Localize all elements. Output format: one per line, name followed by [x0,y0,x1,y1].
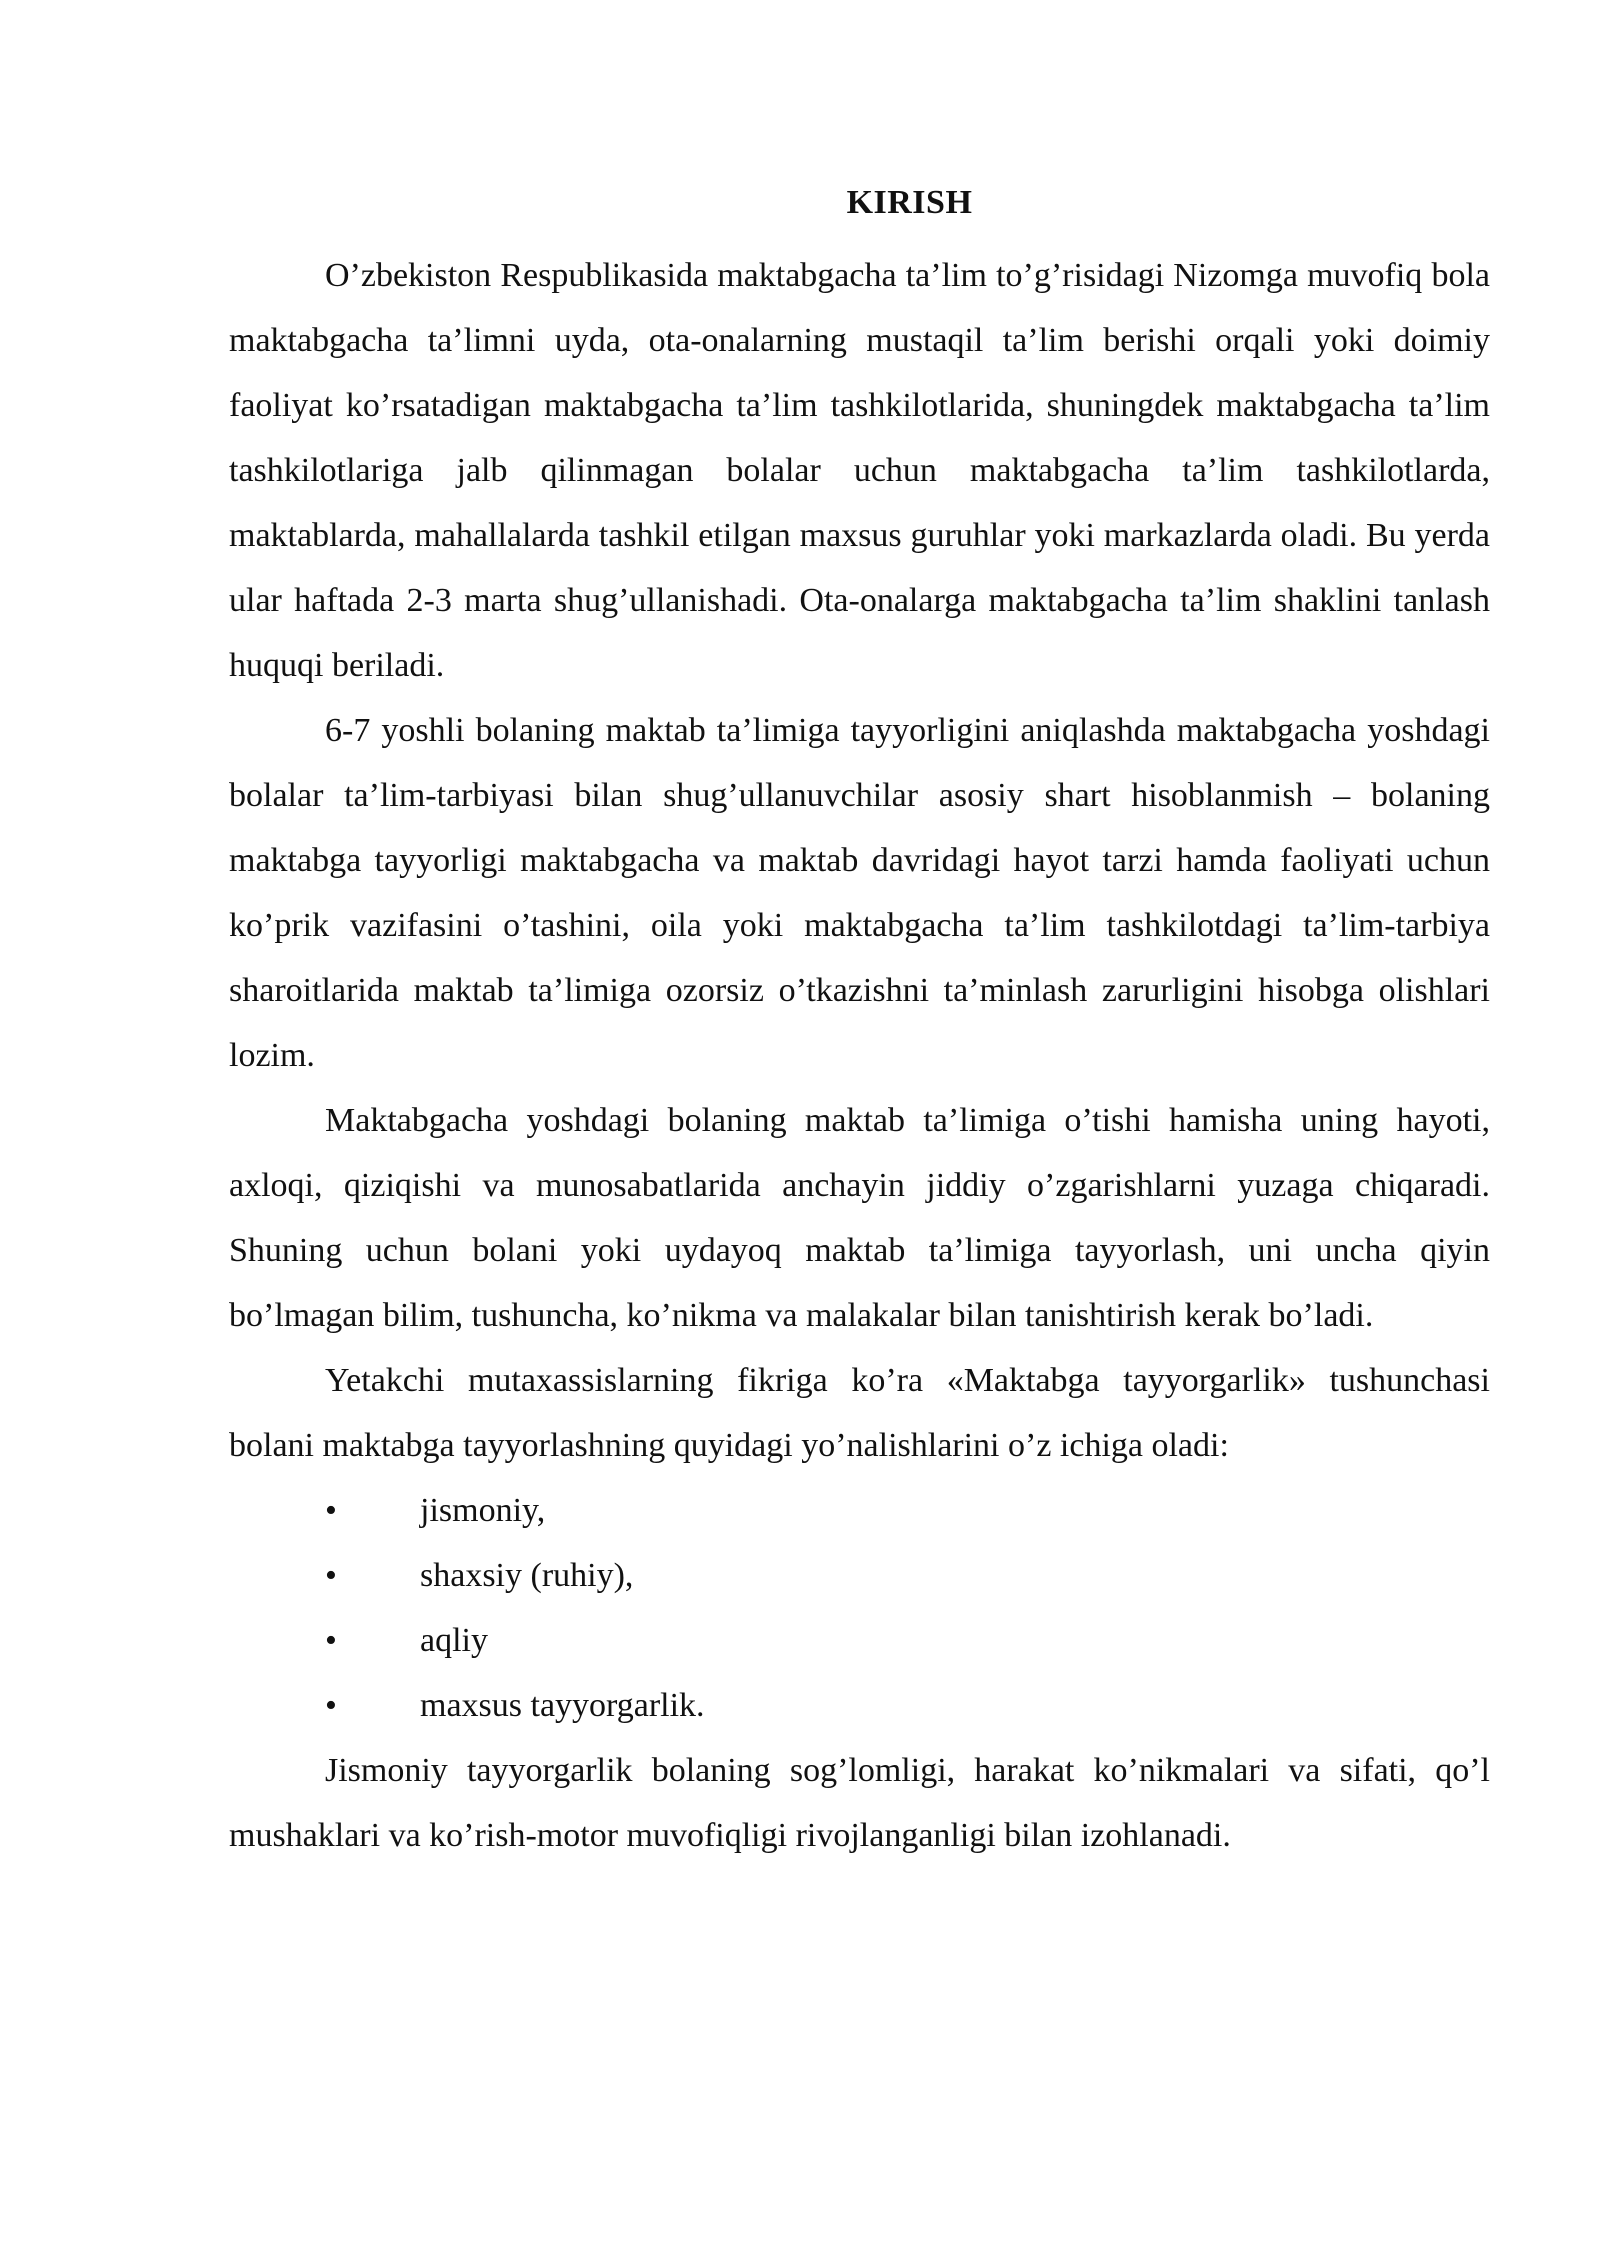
page-title: KIRISH [846,184,973,221]
list-item [229,1608,1490,1673]
paragraph-1: O’zbekiston Respublikasida maktabgacha ta’lim to’g’risidagi Nizomga muvofiq bola maktabgacha ta’limni uyda, ota-onalarning mustaqil ta’lim berishi orqali yoki doimiy faoliyat ko’rsatadigan maktabgacha ta’lim tashkilotlarida, shuningdek maktabgacha ta’lim tashkilotlariga jalb qilinmagan bolalar uchun maktabgacha ta’lim tashkilotlarda, maktablarda, mahallalarda tashkil etilgan maxsus guruhlar yoki markazlarda oladi. Bu yerda ular haftada 2-3 marta shug’ullanishadi. Ota-onalarga maktabgacha ta’lim shaklini tanlash huquqi beriladi. [229,257,1490,684]
paragraph-4: Yetakchi mutaxassislarning fikriga ko’ra «Maktabga tayyorgarlik» tushunchasi bolani maktabga tayyorlashning quyidagi yo’nalishlarini o’z ichiga oladi: [229,1362,1490,1464]
list-item-text: jismoniy, [420,1492,546,1529]
list-item-text: aqliy [420,1622,488,1659]
document-page [229,178,1490,1868]
list-item [229,1673,1490,1738]
bullet-icon: • [325,1622,337,1659]
list-item [229,1478,1490,1543]
list-item-text: maxsus tayyorgarlik. [420,1687,705,1724]
list-item-text: shaxsiy (ruhiy), [420,1557,634,1594]
list-item [229,1543,1490,1608]
bullet-icon: • [325,1687,337,1724]
paragraph-5: Jismoniy tayyorgarlik bolaning sog’lomligi, harakat ko’nikmalari va sifati, qo’l mushaklari va ko’rish-motor muvofiqligi rivojlanganligi bilan izohlanadi. [229,1752,1490,1854]
bullet-list [229,1478,1490,1738]
paragraph-3: Maktabgacha yoshdagi bolaning maktab ta’limiga o’tishi hamisha uning hayoti, axloqi, qiziqishi va munosabatlarida anchayin jiddiy o’zgarishlarni yuzaga chiqaradi. Shuning uchun bolani yoki uydayoq maktab ta’limiga tayyorlash, uni uncha qiyin bo’lmagan bilim, tushuncha, ko’nikma va malakalar bilan tanishtirish kerak bo’ladi. [229,1102,1490,1334]
paragraph-2: 6-7 yoshli bolaning maktab ta’limiga tayyorligini aniqlashda maktabgacha yoshdagi bolalar ta’lim-tarbiyasi bilan shug’ullanuvchilar asosiy shart hisoblanmish – bolaning maktabga tayyorligi maktabgacha va maktab davridagi hayot tarzi hamda faoliyati uchun ko’prik vazifasini o’tashini, oila yoki maktabgacha ta’lim tashkilotdagi ta’lim-tarbiya sharoitlarida maktab ta’limiga ozorsiz o’tkazishni ta’minlash zarurligini hisobga olishlari lozim. [229,712,1490,1074]
bullet-icon: • [325,1557,337,1594]
bullet-icon: • [325,1492,337,1529]
